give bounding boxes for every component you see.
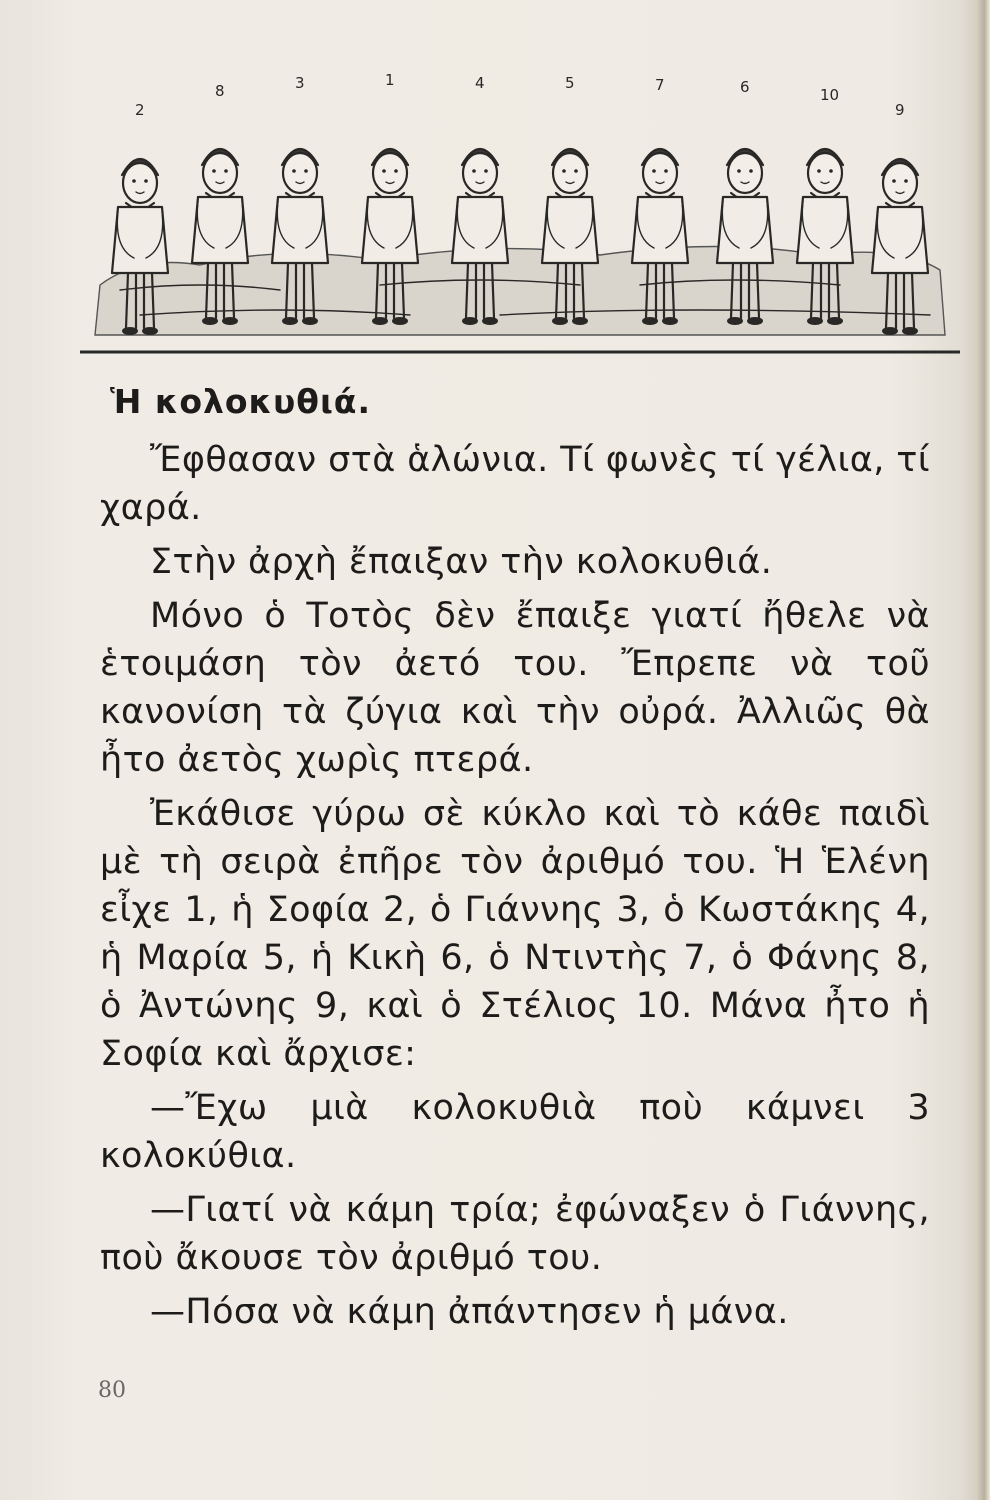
child-number: 5 [565, 74, 575, 92]
child-number: 4 [475, 74, 485, 92]
child-number: 10 [820, 86, 840, 104]
paragraph-5: —Ἔχω μιὰ κολοκυθιὰ ποὺ κάμνει 3 κολοκύθια. [100, 1088, 930, 1176]
paragraph-7: —Πόσα νὰ κάμη ἀπάντησεν ἡ μάνα. [150, 1292, 789, 1332]
paragraph-2: Στὴν ἀρχὴ ἔπαιξαν τὴν κολοκυθιά. [150, 542, 773, 582]
paragraph-4: Ἐκάθισε γύρω σὲ κύκλο καὶ τὸ κάθε παιδὶ μὲ τὴ σειρὰ ἐπῆρε τὸν ἀριθμό του. Ἡ Ἑλένη εἶχε 1, ἡ Σοφία 2, ὁ Γιάννης 3, ὁ Κωστάκης 4, ἡ Μαρία 5, ἡ Κικὴ 6, ὁ Ντιντὴς 7, ὁ Φάνης 8, ὁ Ἀντώνης 9, καὶ ὁ Στέλιος 10. Μάνα ἦτο ἡ Σοφία καὶ ἄρχισε: [100, 794, 930, 1074]
paragraph-6: —Γιατί νὰ κάμη τρία; ἐφώναξεν ὁ Γιάννης, ποὺ ἄκουσε τὸν ἀριθμό του. [100, 1190, 930, 1278]
children-sitting-illustration [80, 70, 960, 370]
paragraph-3: Μόνο ὁ Τοτὸς δὲν ἔπαιξε γιατί ἤθελε νὰ ἑτοιμάση τὸν ἀετό του. Ἔπρεπε νὰ τοῦ κανονίση τὰ ζύγια καὶ τὴν οὐρά. Ἀλλιῶς θὰ ἦτο ἀετὸς χωρὶς πτερά. [100, 596, 930, 780]
child-number: 1 [385, 71, 395, 89]
page-number: 80 [98, 1378, 126, 1403]
child-number: 3 [295, 74, 305, 92]
lesson-title: Ἡ κολοκυθιά. [110, 382, 372, 421]
reading-text [100, 378, 930, 1342]
child-number: 2 [135, 101, 145, 119]
paragraph-1: Ἔφθασαν στὰ ἁλώνια. Τί φωνὲς τί γέλια, τί χαρά. [100, 440, 930, 528]
child-number: 8 [215, 82, 225, 100]
child-number: 6 [740, 78, 750, 96]
child-number: 9 [895, 101, 905, 119]
child-number: 7 [655, 76, 665, 94]
page-edge [976, 0, 990, 1500]
